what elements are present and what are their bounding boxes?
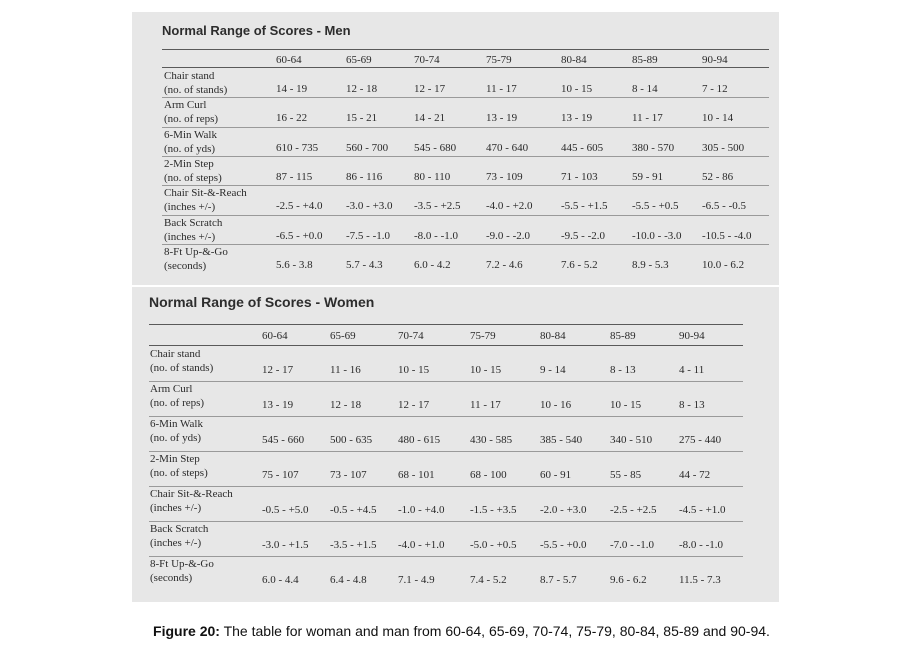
women-table-cell: -2.0 - +3.0 (540, 504, 587, 516)
women-table-cell: 10 - 16 (540, 399, 572, 411)
women-table-cell: 75 - 107 (262, 469, 299, 481)
women-col-header-75-79: 75-79 (470, 330, 496, 342)
men-col-header-75-79: 75-79 (486, 54, 512, 66)
men-table-cell: 545 - 680 (414, 141, 457, 154)
women-header-rule-bottom (149, 345, 743, 346)
men-row-divider (162, 156, 769, 157)
women-table-cell: -5.0 - +0.5 (470, 539, 517, 551)
men-row-label-name: Arm Curl (164, 99, 207, 112)
figure-caption (0, 623, 923, 639)
women-row-label-unit: (no. of steps) (150, 467, 208, 479)
women-col-header-65-69: 65-69 (330, 330, 356, 342)
women-table-cell: -1.0 - +4.0 (398, 504, 445, 516)
men-col-header-60-64: 60-64 (276, 54, 302, 66)
men-table-cell: 305 - 500 (702, 141, 745, 154)
women-row-divider (149, 486, 743, 487)
men-row-label-unit: (no. of yds) (164, 142, 216, 155)
women-table-cell: 10 - 15 (398, 364, 430, 376)
men-table-cell: 7.2 - 4.6 (486, 258, 523, 271)
women-table-cell: 500 - 635 (330, 434, 373, 446)
men-row-label-unit: (seconds) (164, 259, 207, 272)
men-table-cell: 80 - 110 (414, 170, 451, 183)
women-row-divider (149, 521, 743, 522)
men-table-cell: 13 - 19 (486, 112, 518, 125)
women-table-cell: 68 - 101 (398, 469, 435, 481)
men-table-cell: 445 - 605 (561, 141, 604, 154)
men-table-cell: 12 - 17 (414, 83, 446, 95)
men-table-cell: 16 - 22 (276, 112, 308, 125)
women-table-cell: 8 - 13 (610, 364, 636, 376)
men-table-cell: 10.0 - 6.2 (702, 258, 745, 271)
women-row-label (150, 382, 204, 410)
men-row-label-name: Back Scratch (164, 216, 223, 229)
women-row-label-name: Arm Curl (150, 383, 193, 395)
men-row-label (164, 157, 222, 185)
men-table-cell: -6.5 - +0.0 (276, 229, 323, 242)
men-row-divider (162, 215, 769, 216)
men-table-cell: -9.0 - -2.0 (486, 229, 530, 242)
men-row-label (164, 186, 247, 214)
women-row-divider (149, 381, 743, 382)
men-table-cell: 560 - 700 (346, 141, 389, 154)
women-table-cell: 430 - 585 (470, 434, 513, 446)
women-table-cell: 73 - 107 (330, 469, 367, 481)
women-row-label-name: 8-Ft Up-&-Go (150, 558, 214, 570)
men-table-cell: 14 - 19 (276, 83, 308, 95)
women-table-cell: 4 - 11 (679, 364, 705, 376)
men-table-cell: -10.0 - -3.0 (632, 229, 682, 242)
women-row-label-name: 2-Min Step (150, 453, 200, 465)
men-table-cell: 8.9 - 5.3 (632, 258, 669, 271)
women-table-cell: -4.0 - +1.0 (398, 539, 445, 551)
men-table-cell: 7.6 - 5.2 (561, 258, 598, 271)
women-table-cell: -5.5 - +0.0 (540, 539, 587, 551)
men-table-cell: 5.6 - 3.8 (276, 258, 313, 271)
men-table-cell: 52 - 86 (702, 170, 734, 183)
men-table-cell: -9.5 - -2.0 (561, 229, 605, 242)
women-table-cell: 55 - 85 (610, 469, 642, 481)
men-row-label-name: Chair Sit-&-Reach (164, 187, 247, 200)
women-table-cell: 9 - 14 (540, 364, 566, 376)
men-table-cell: 610 - 735 (276, 141, 319, 154)
women-row-label-unit: (inches +/-) (150, 502, 202, 514)
men-scores-table (132, 12, 779, 285)
men-table-cell: -7.5 - -1.0 (346, 229, 390, 242)
men-table-cell: 8 - 14 (632, 83, 658, 95)
women-table-cell: 8.7 - 5.7 (540, 574, 577, 586)
men-table-cell: -3.5 - +2.5 (414, 200, 461, 213)
men-table-cell: -2.5 - +4.0 (276, 200, 323, 213)
women-row-label (150, 522, 208, 550)
men-table-cell: -8.0 - -1.0 (414, 229, 458, 242)
men-table-cell: 15 - 21 (346, 112, 378, 125)
figure-caption-label: Figure 20: (153, 623, 220, 639)
women-table-cell: -1.5 - +3.5 (470, 504, 517, 516)
women-table-cell: 7.4 - 5.2 (470, 574, 507, 586)
women-row-label-name: Chair stand (150, 348, 201, 360)
men-table-cell: 6.0 - 4.2 (414, 258, 451, 271)
women-table-cell: -3.0 - +1.5 (262, 539, 309, 551)
women-scores-table (132, 287, 779, 602)
women-row-label (150, 347, 213, 375)
men-table-cell: 71 - 103 (561, 170, 598, 183)
women-table-cell: -8.0 - -1.0 (679, 539, 723, 551)
men-row-label-unit: (no. of steps) (164, 171, 222, 184)
women-table-cell: 68 - 100 (470, 469, 507, 481)
women-row-label (150, 557, 214, 585)
women-table-cell: -2.5 - +2.5 (610, 504, 657, 516)
women-col-header-90-94: 90-94 (679, 330, 705, 342)
men-row-label (164, 128, 217, 156)
women-row-label (150, 452, 208, 480)
men-table-cell: 11 - 17 (632, 112, 663, 125)
men-table-cell: -5.5 - +0.5 (632, 200, 679, 213)
women-col-header-80-84: 80-84 (540, 330, 566, 342)
men-header-rule-bottom (162, 67, 769, 68)
men-table-cell: 7 - 12 (702, 83, 728, 95)
women-table-cell: -0.5 - +5.0 (262, 504, 309, 516)
men-row-divider (162, 244, 769, 245)
women-row-label (150, 417, 203, 445)
men-table-cell: -5.5 - +1.5 (561, 200, 608, 213)
women-table-cell: -4.5 - +1.0 (679, 504, 726, 516)
men-table-cell: -3.0 - +3.0 (346, 200, 393, 213)
women-col-header-85-89: 85-89 (610, 330, 636, 342)
men-table-cell: 87 - 115 (276, 170, 313, 183)
women-table-cell: 11 - 16 (330, 364, 361, 376)
men-table-cell: 11 - 17 (486, 83, 517, 95)
men-col-header-85-89: 85-89 (632, 54, 658, 66)
men-row-label-unit: (inches +/-) (164, 230, 216, 243)
men-table-cell: 380 - 570 (632, 141, 675, 154)
men-row-divider (162, 185, 769, 186)
men-row-label-unit: (inches +/-) (164, 201, 216, 214)
men-row-label (164, 245, 228, 273)
women-row-label-name: 6-Min Walk (150, 418, 203, 430)
men-table-cell: 5.7 - 4.3 (346, 258, 383, 271)
men-col-header-70-74: 70-74 (414, 54, 440, 66)
men-row-label (164, 69, 227, 97)
women-table-cell: 12 - 17 (262, 364, 294, 376)
women-table-cell: 6.0 - 4.4 (262, 574, 299, 586)
women-table-cell: 7.1 - 4.9 (398, 574, 435, 586)
women-row-label-unit: (inches +/-) (150, 537, 202, 549)
women-table-cell: 9.6 - 6.2 (610, 574, 647, 586)
women-row-label-name: Back Scratch (150, 523, 209, 535)
men-col-header-80-84: 80-84 (561, 54, 587, 66)
women-col-header-60-64: 60-64 (262, 330, 288, 342)
men-table-cell: 470 - 640 (486, 141, 529, 154)
figure-caption-text: The table for woman and man from 60-64, 65-69, 70-74, 75-79, 80-84, 85-89 and 90-94. (219, 623, 770, 639)
women-table-title: Normal Range of Scores - Women (149, 294, 375, 310)
women-table-cell: -7.0 - -1.0 (610, 539, 654, 551)
women-row-label-unit: (no. of stands) (150, 362, 214, 374)
men-table-cell: 12 - 18 (346, 83, 378, 95)
women-table-cell: 385 - 540 (540, 434, 583, 446)
women-table-cell: 12 - 17 (398, 399, 430, 411)
women-row-label-unit: (no. of yds) (150, 432, 202, 444)
women-table-cell: 340 - 510 (610, 434, 653, 446)
women-table-cell: 8 - 13 (679, 399, 705, 411)
women-table-cell: -3.5 - +1.5 (330, 539, 377, 551)
women-col-header-70-74: 70-74 (398, 330, 424, 342)
men-table-cell: 13 - 19 (561, 112, 593, 125)
women-table-cell: 6.4 - 4.8 (330, 574, 367, 586)
women-table-cell: 60 - 91 (540, 469, 572, 481)
men-col-header-65-69: 65-69 (346, 54, 372, 66)
women-table-cell: 10 - 15 (610, 399, 642, 411)
men-row-label-name: 2-Min Step (164, 157, 214, 170)
men-col-header-90-94: 90-94 (702, 54, 728, 66)
men-table-cell: 86 - 116 (346, 170, 383, 183)
women-row-label-unit: (seconds) (150, 572, 193, 584)
women-table-cell: -0.5 - +4.5 (330, 504, 377, 516)
women-table-cell: 11 - 17 (470, 399, 501, 411)
women-row-label-name: Chair Sit-&-Reach (150, 488, 233, 500)
women-table-cell: 275 - 440 (679, 434, 722, 446)
men-row-label-name: 8-Ft Up-&-Go (164, 245, 228, 258)
men-row-label-unit: (no. of reps) (164, 113, 219, 126)
men-table-cell: 59 - 91 (632, 170, 664, 183)
women-row-label (150, 487, 233, 515)
men-row-label (164, 216, 222, 244)
women-row-label-unit: (no. of reps) (150, 397, 205, 409)
women-table-cell: 480 - 615 (398, 434, 441, 446)
men-table-cell: -10.5 - -4.0 (702, 229, 752, 242)
men-header-rule-top (162, 49, 769, 50)
women-row-divider (149, 556, 743, 557)
men-table-cell: -6.5 - -0.5 (702, 200, 746, 213)
women-table-cell: 44 - 72 (679, 469, 711, 481)
women-table-cell: 545 - 660 (262, 434, 305, 446)
men-row-label-name: 6-Min Walk (164, 128, 217, 141)
men-row-divider (162, 127, 769, 128)
men-table-cell: 10 - 14 (702, 112, 734, 125)
men-row-label-name: Chair stand (164, 70, 215, 82)
men-row-divider (162, 97, 769, 98)
men-table-title: Normal Range of Scores - Men (162, 23, 351, 38)
women-table-cell: 10 - 15 (470, 364, 502, 376)
men-row-label (164, 98, 218, 126)
women-row-divider (149, 451, 743, 452)
women-row-divider (149, 416, 743, 417)
men-table-cell: 14 - 21 (414, 112, 446, 125)
women-table-cell: 13 - 19 (262, 399, 294, 411)
women-table-cell: 11.5 - 7.3 (679, 574, 721, 586)
men-row-label-unit: (no. of stands) (164, 84, 228, 96)
men-table-cell: 10 - 15 (561, 83, 593, 95)
women-table-cell: 12 - 18 (330, 399, 362, 411)
men-table-cell: -4.0 - +2.0 (486, 200, 533, 213)
women-header-rule-top (149, 324, 743, 325)
men-table-cell: 73 - 109 (486, 170, 523, 183)
